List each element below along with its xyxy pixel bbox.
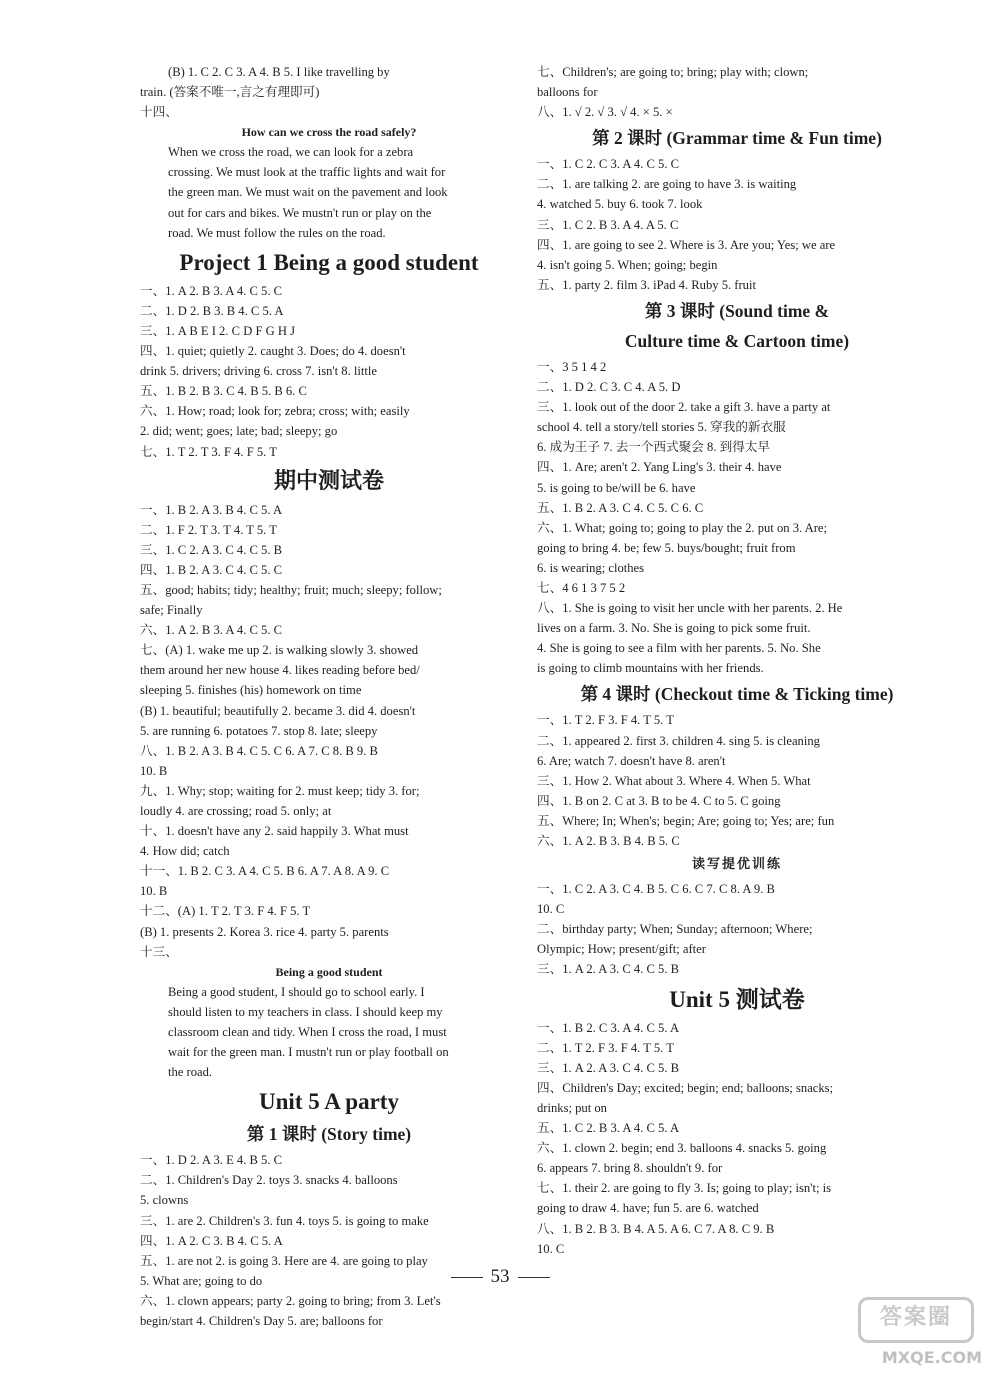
answer-line: safe; Finally — [140, 603, 203, 618]
answer-line: 六、1. What; going to; going to play the 2. put on 3. Are; — [537, 520, 827, 535]
answer-line: 4. watched 5. buy 6. took 7. look — [537, 197, 703, 212]
project-1-answers — [140, 281, 518, 462]
answer-line: 5. clowns — [140, 1193, 189, 1208]
answer-line: Being a good student, I should go to school early. I — [168, 984, 425, 999]
answer-line: 二、1. are talking 2. are going to have 3. is waiting — [537, 177, 797, 192]
answer-line: 六、1. clown appears; party 2. going to bring; from 3. Let's — [140, 1293, 441, 1308]
answer-line: 10. C — [537, 1241, 565, 1256]
answer-line: 七、(A) 1. wake me up 2. is walking slowly 3. showed — [140, 643, 419, 658]
essay-title-good-student: Being a good student — [275, 964, 383, 979]
answer-line: 10. B — [140, 884, 168, 899]
answer-line: 四、1. are going to see 2. Where is 3. Are you; Yes; we are — [537, 237, 836, 252]
right-column — [537, 62, 937, 1259]
answer-line: 10. C — [537, 902, 565, 917]
unit-5-test-title: Unit 5 测试卷 — [669, 986, 805, 1012]
answer-line: 4. isn't going 5. When; going; begin — [537, 257, 718, 272]
answer-line: 4. She is going to see a film with her parents. 5. No. She — [537, 641, 821, 656]
answer-line: 五、good; habits; tidy; healthy; fruit; much; sleepy; follow; — [140, 582, 442, 597]
answer-line: 一、1. B 2. C 3. A 4. C 5. A — [537, 1020, 680, 1035]
lesson-1-answers — [140, 1150, 518, 1331]
answer-line: 三、1. C 2. B 3. A 4. A 5. C — [537, 217, 679, 232]
answer-line: 三、1. How 2. What about 3. Where 4. When 5. What — [537, 773, 811, 788]
midterm-answers — [140, 500, 518, 962]
answer-line: 一、1. A 2. B 3. A 4. C 5. C — [140, 283, 283, 298]
answer-line: 十、1. doesn't have any 2. said happily 3. What must — [140, 824, 409, 839]
answer-line: 四、1. Are; aren't 2. Yang Ling's 3. their 4. have — [537, 460, 782, 475]
lesson-4-title: 第 4 课时 (Checkout time & Ticking time) — [580, 684, 894, 705]
answer-line: 5. is going to be/will be 6. have — [537, 480, 696, 495]
answer-line: the road. — [168, 1065, 213, 1080]
answer-line: 二、1. D 2. C 3. C 4. A 5. D — [537, 380, 681, 395]
answer-line: 五、1. are not 2. is going 3. Here are 4. are going to play — [140, 1253, 428, 1268]
training-answers — [537, 879, 937, 979]
answer-line: 一、3 5 1 4 2 — [537, 359, 607, 374]
answer-line: 七、1. T 2. T 3. F 4. F 5. T — [140, 444, 277, 459]
answer-line: (B) 1. C 2. C 3. A 4. B 5. I like travelling by — [168, 65, 390, 79]
left-top-block — [140, 62, 518, 122]
answer-line: 四、1. quiet; quietly 2. caught 3. Does; do 4. doesn't — [140, 344, 406, 359]
answer-line: going to bring 4. be; few 5. buys/bought; fruit from — [537, 540, 796, 555]
page-footer — [0, 1263, 1000, 1291]
answer-line: 2. did; went; goes; late; bad; sleepy; go — [140, 424, 338, 439]
answer-line: 九、1. Why; stop; waiting for 2. must keep; tidy 3. for; — [140, 783, 420, 798]
answer-line: going to draw 4. have; fun 5. are 6. watched — [537, 1201, 759, 1216]
answer-line: 七、Children's; are going to; bring; play with; clown; — [537, 65, 809, 79]
answer-line: 六、1. A 2. B 3. A 4. C 5. C — [140, 623, 283, 638]
answer-line: the green man. We must wait on the pavement and look — [168, 185, 448, 200]
footer-dash-right — [518, 1277, 550, 1278]
answer-line: 三、1. A 2. A 3. C 4. C 5. B — [537, 962, 680, 977]
answer-line: 三、1. look out of the door 2. take a gift 3. have a party at — [537, 400, 831, 415]
answer-line: 一、1. D 2. A 3. E 4. B 5. C — [140, 1153, 283, 1168]
answer-line: 6. appears 7. bring 8. shouldn't 9. for — [537, 1161, 723, 1176]
answer-line: balloons for — [537, 85, 598, 100]
answer-line: 10. B — [140, 763, 168, 778]
answer-line: 一、1. B 2. A 3. B 4. C 5. A — [140, 502, 283, 517]
section-title-project-1: Project 1 Being a good student — [179, 249, 479, 275]
answer-line: 三、1. are 2. Children's 3. fun 4. toys 5. is going to make — [140, 1213, 429, 1228]
answer-line: Olympic; How; present/gift; after — [537, 942, 706, 957]
answer-line: wait for the green man. I mustn't run or play football on — [168, 1045, 449, 1060]
answer-line: 5. are running 6. potatoes 7. stop 8. late; sleepy — [140, 723, 378, 738]
unit-5-test-answers — [537, 1018, 937, 1259]
answer-line: should listen to my teachers in class. I should keep my — [168, 1004, 443, 1019]
answer-line: loudly 4. are crossing; road 5. only; at — [140, 804, 332, 818]
answer-line: 一、1. C 2. C 3. A 4. C 5. C — [537, 157, 680, 172]
lesson-2-title: 第 2 课时 (Grammar time & Fun time) — [592, 128, 882, 149]
answer-line: them around her new house 4. likes reading before bed/ — [140, 663, 420, 678]
answer-line: (B) 1. beautiful; beautifully 2. became 3. did 4. doesn't — [140, 703, 416, 718]
answer-line: lives on a farm. 3. No. She is going to pick some fruit. — [537, 621, 811, 636]
answer-line: 6. 成为王子 7. 去一个西式聚会 8. 到得太早 — [537, 440, 770, 455]
answer-line: 三、1. A B E I 2. C D F G H J — [140, 323, 295, 338]
lesson-4-answers — [537, 710, 937, 851]
watermark-logo: 答案圈 — [858, 1297, 974, 1343]
answer-line: 六、1. clown 2. begin; end 3. balloons 4. snacks 5. going — [537, 1141, 827, 1156]
answer-line: 一、1. C 2. A 3. C 4. B 5. C 6. C 7. C 8. A 9. B — [537, 882, 775, 897]
answer-line: 二、birthday party; When; Sunday; afternoon; Where; — [537, 922, 813, 937]
answer-line: 十二、(A) 1. T 2. T 3. F 4. F 5. T — [140, 904, 311, 919]
answer-line: 五、1. party 2. film 3. iPad 4. Ruby 5. fruit — [537, 277, 756, 292]
answer-line: 四、Children's Day; excited; begin; end; balloons; snacks; — [537, 1080, 834, 1095]
answer-line: 五、1. B 2. B 3. C 4. B 5. B 6. C — [140, 384, 307, 399]
answer-line: 十四、 — [140, 105, 178, 120]
answer-line: 二、1. Children's Day 2. toys 3. snacks 4. balloons — [140, 1173, 398, 1188]
lesson-1-title: 第 1 课时 (Story time) — [246, 1124, 412, 1145]
answer-line: out for cars and bikes. We mustn't run or play on the — [168, 205, 432, 220]
answer-line: When we cross the road, we can look for a zebra — [168, 145, 414, 160]
answer-line: school 4. tell a story/tell stories 5. 穿我的新衣服 — [537, 420, 786, 435]
answer-line: 八、1. √ 2. √ 3. √ 4. × 5. × — [537, 105, 673, 120]
answer-line: (B) 1. presents 2. Korea 3. rice 4. party 5. parents — [140, 924, 389, 939]
answer-line: 七、4 6 1 3 7 5 2 — [537, 580, 626, 595]
answer-line: 三、1. A 2. A 3. C 4. C 5. B — [537, 1060, 680, 1075]
essay-crossing-road — [140, 142, 518, 242]
answer-line: 6. is wearing; clothes — [537, 560, 645, 575]
essay-good-student — [140, 982, 518, 1082]
answer-line: crossing. We must look at the traffic lights and wait for — [168, 165, 446, 180]
training-title: 读写提优训练 — [691, 857, 782, 873]
answer-line: train. (答案不唯一,言之有理即可) — [140, 85, 320, 100]
answer-line: 五、1. C 2. B 3. A 4. C 5. A — [537, 1121, 680, 1136]
answer-line: 6. Are; watch 7. doesn't have 8. aren't — [537, 753, 726, 768]
answer-line: 二、1. appeared 2. first 3. children 4. sing 5. is cleaning — [537, 733, 820, 748]
lesson-3-answers — [537, 357, 937, 679]
answer-line: 三、1. C 2. A 3. C 4. C 5. B — [140, 542, 283, 557]
answer-line: 六、1. How; road; look for; zebra; cross; with; easily — [140, 404, 410, 419]
answer-line: 二、1. D 2. B 3. B 4. C 5. A — [140, 303, 284, 318]
section-title-midterm: 期中测试卷 — [273, 468, 384, 494]
lesson-3-title-line2: Culture time & Cartoon time) — [624, 330, 850, 351]
answer-line: 七、1. their 2. are going to fly 3. Is; going to play; isn't; is — [537, 1181, 831, 1196]
lesson-3-title-line1: 第 3 课时 (Sound time & — [644, 300, 830, 321]
answer-line: 八、1. B 2. B 3. B 4. A 5. A 6. C 7. A 8. C 9. B — [537, 1221, 775, 1236]
answer-line: 八、1. She is going to visit her uncle with her parents. 2. He — [537, 601, 843, 616]
section-title-unit-5: Unit 5 A party — [259, 1089, 399, 1115]
watermark — [832, 1297, 982, 1367]
answer-line: 四、1. A 2. C 3. B 4. C 5. A — [140, 1233, 283, 1248]
page-number: 53 — [490, 1266, 510, 1287]
answer-line: 5. What are; going to do — [140, 1273, 263, 1288]
answer-line: 一、1. T 2. F 3. F 4. T 5. T — [537, 713, 674, 728]
lesson-2-answers — [537, 154, 937, 295]
answer-line: drinks; put on — [537, 1100, 607, 1115]
answer-line: drink 5. drivers; driving 6. cross 7. isn't 8. little — [140, 364, 377, 379]
answer-line: road. We must follow the rules on the road. — [168, 225, 386, 240]
answer-line: 二、1. F 2. T 3. T 4. T 5. T — [140, 522, 277, 537]
answer-line: begin/start 4. Children's Day 5. are; balloons for — [140, 1313, 383, 1328]
essay-title-crossing-road: How can we cross the road safely? — [241, 125, 417, 140]
answer-line: 十三、 — [140, 944, 178, 959]
right-top-block — [537, 62, 937, 122]
watermark-site: MXQE.COM — [881, 1348, 982, 1367]
left-column — [140, 62, 518, 1331]
answer-line: 五、1. B 2. A 3. C 4. C 5. C 6. C — [537, 500, 704, 515]
answer-line: 4. How did; catch — [140, 844, 230, 859]
answer-line: 八、1. B 2. A 3. B 4. C 5. C 6. A 7. C 8. B 9. B — [140, 743, 378, 758]
answer-line: 四、1. B 2. A 3. C 4. C 5. C — [140, 562, 283, 577]
answer-line: is going to climb mountains with her friends. — [537, 661, 764, 676]
answer-line: 二、1. T 2. F 3. F 4. T 5. T — [537, 1040, 674, 1055]
answer-line: 六、1. A 2. B 3. B 4. B 5. C — [537, 834, 680, 848]
answer-line: 五、Where; In; When's; begin; Are; going to; Yes; are; fun — [537, 813, 835, 828]
footer-dash-left — [451, 1277, 483, 1278]
answer-line: 十一、1. B 2. C 3. A 4. C 5. B 6. A 7. A 8. A 9. C — [140, 864, 390, 879]
answer-line: classroom clean and tidy. When I cross the road, I must — [168, 1024, 447, 1039]
answer-line: sleeping 5. finishes (his) homework on time — [140, 683, 362, 698]
answer-line: 四、1. B on 2. C at 3. B to be 4. C to 5. C going — [537, 793, 781, 808]
